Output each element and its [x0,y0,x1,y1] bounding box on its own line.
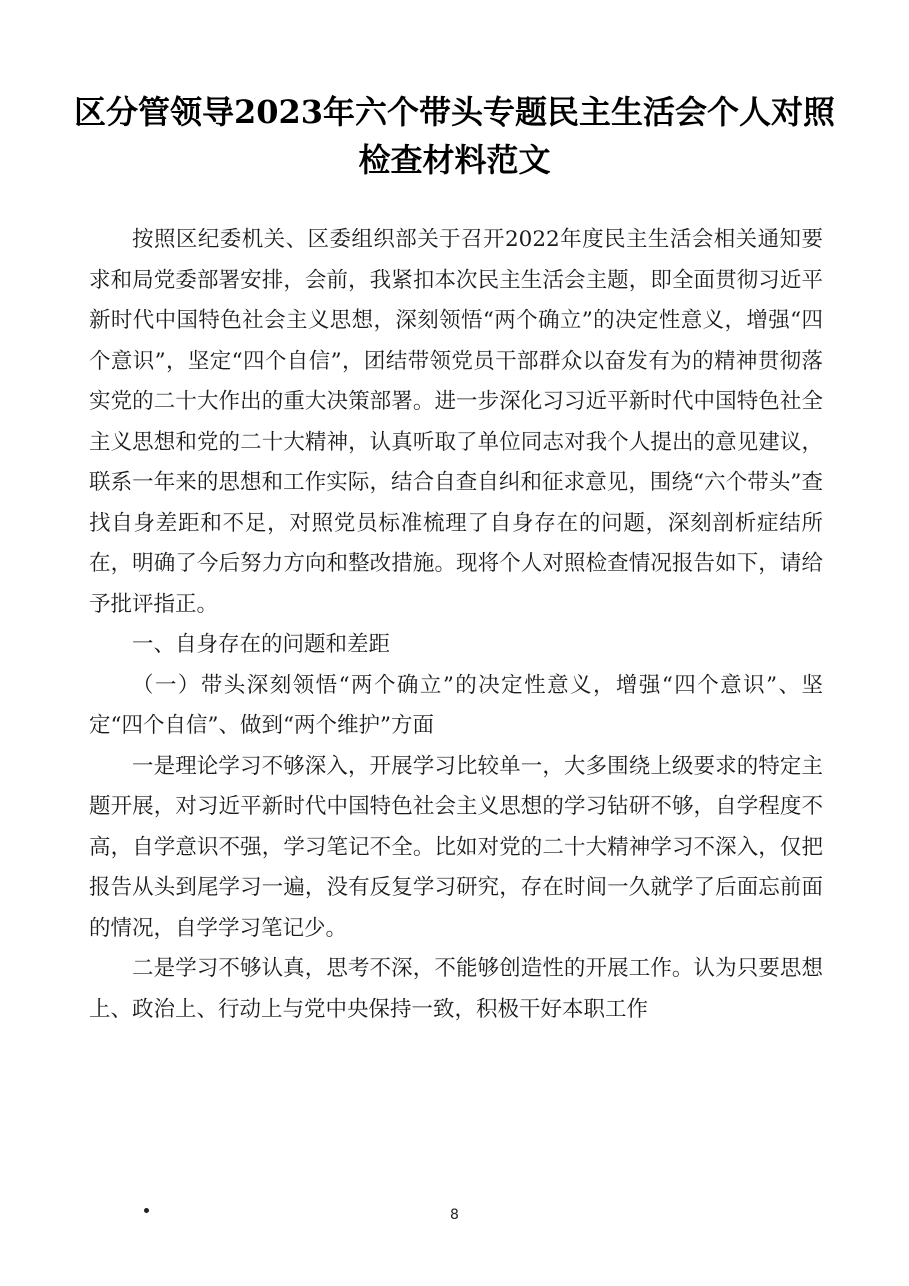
subsection-heading: （一）带头深刻领悟“两个确立”的决定性意义，增强“四个意识”、坚定“四个自信”、做到“两个维护”方面 [89,672,823,738]
body-paragraph: 二是学习不够认真，思考不深，不能够创造性的开展工作。认为只要思想上、政治上、行动上与党中央保持一致，积极干好本职工作 [89,956,823,1022]
section-heading: 一、自身存在的问题和差距 [132,632,391,657]
body-paragraph: 一是理论学习不够深入，开展学习比较单一，大多围绕上级要求的特定主题开展，对习近平新时代中国特色社会主义思想的学习钻研不够，自学程度不高，自学意识不强，学习笔记不全。比如对党的二十大精神学习不深入，仅把报告从头到尾学习一遍，没有反复学习研究，存在时间一久就学了后面忘前面的情况，自学学习笔记少。 [89,753,823,941]
document-body [89,220,823,1030]
document-title: 区分管领导2023年六个带头专题民主生活会个人对照检查材料范文 [73,93,836,179]
page-number: 8 [450,1207,459,1223]
intro-paragraph: 按照区纪委机关、区委组织部关于召开2022年度民主生活会相关通知要求和局党委部署安排，会前，我紧扣本次民主生活会主题，即全面贯彻习近平新时代中国特色社会主义思想，深刻领悟“两个确立”的决定性意义，增强“四个意识”，坚定“四个自信”，团结带领党员干部群众以奋发有为的精神贯彻落实党的二十大作出的重大决策部署。进一步深化习习近平新时代中国特色社全主义思想和党的二十大精神，认真听取了单位同志对我个人提出的意见建议，联系一年来的思想和工作实际，结合自查自纠和征求意见，围绕“六个带头”查找自身差距和不足，对照党员标准梳理了自身存在的问题，深刻剖析症结所在，明确了今后努力方向和整改措施。现将个人对照检查情况报告如下，请给予批评指正。 [89,227,823,617]
